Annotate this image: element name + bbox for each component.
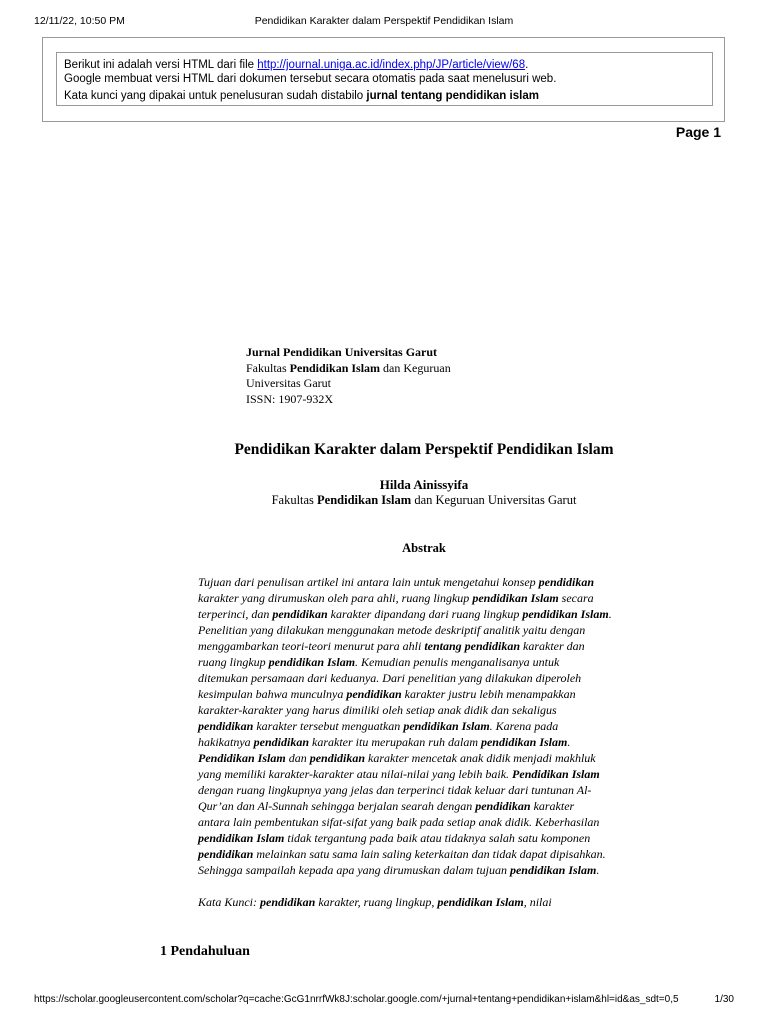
journal-name: Jurnal Pendidikan Universitas Garut (246, 345, 438, 359)
abstract-line (198, 622, 638, 638)
abstract-text: . (596, 863, 600, 877)
print-header (34, 15, 734, 29)
highlighted-term: pendidikan Islam (403, 719, 490, 733)
abstract-line (198, 862, 638, 878)
abstract-text: Tujuan dari penulisan artikel ini antara lain untuk mengetahui konsep (198, 575, 539, 589)
abstract-text: . Karena pada (489, 719, 559, 733)
highlighted-term: pendidikan Islam (509, 863, 597, 877)
notice-line-1 (64, 59, 712, 73)
highlighted-term: pendidikan (346, 687, 402, 701)
article-affiliation: Fakultas Pendidikan Islam dan Keguruan Universitas Garut (271, 493, 577, 507)
abstract-line (198, 718, 638, 734)
abstract-line (198, 750, 638, 766)
print-footer (34, 994, 734, 1008)
article-author: Hilda Ainissyifa (379, 477, 469, 492)
abstract-line (198, 766, 638, 782)
print-url: https://scholar.googleusercontent.com/scholar?q=cache:GcG1nrrfWk8J:scholar.google.com/+jurnal+tentang+pendidikan+islam&hl=id&as_sdt=0,5 (34, 994, 679, 1005)
abstract-text: antara lain pembentukan sifat-sifat yang baik pada setiap anak didik. Keberhasilan (198, 815, 600, 829)
notice-text: Berikut ini adalah versi HTML dari file (64, 59, 258, 71)
abstract-text: dengan ruang lingkupnya yang jelas dan terperinci tidak keluar dari tuntunan Al- (198, 783, 592, 797)
abstract-text: karakter justru lebih menampakkan (401, 687, 576, 701)
abstract-text: karakter tersebut menguatkan (253, 719, 404, 733)
article-title: Pendidikan Karakter dalam Perspektif Pendidikan Islam (234, 441, 614, 458)
highlighted-term: pendidikan (272, 607, 328, 621)
highlighted-term: pendidikan Islam (480, 735, 568, 749)
abstract-body (198, 574, 638, 878)
abstract-text: terperinci, dan (198, 607, 273, 621)
highlighted-term: Pendidikan Islam (512, 767, 600, 781)
abstract-text: menggambarkan teori-teori menurut para ahli (198, 639, 425, 653)
abstract-text: hakikatnya (198, 735, 254, 749)
cache-notice-box (42, 37, 725, 122)
abstract-text: dan (285, 751, 310, 765)
highlighted-term: pendidikan Islam (472, 591, 559, 605)
abstract-line (198, 702, 638, 718)
section-heading: 1 Pendahuluan (160, 944, 250, 959)
highlighted-term: pendidikan (309, 751, 366, 765)
abstract-text: . Kemudian penulis menganalisanya untuk (355, 655, 560, 669)
highlighted-term: pendidikan Islam (437, 895, 524, 909)
abstract-line (198, 590, 638, 606)
print-page-count: 1/30 (714, 994, 734, 1005)
highlighted-term: pendidikan (253, 735, 309, 749)
abstract-text: tidak tergantung pada baik atau tidaknya salah satu komponen (284, 831, 591, 845)
abstract-text: Qur’an dan Al-Sunnah sehingga berjalan searah dengan (198, 799, 476, 813)
notice-text: Kata kunci yang dipakai untuk penelusuran sudah distabilo (64, 90, 367, 102)
highlighted-keywords: jurnal tentang pendidikan islam (366, 90, 539, 102)
abstract-text: ditemukan persamaan dari keduanya. Dari penelitian yang dilakukan diperoleh (198, 671, 582, 685)
print-datetime: 12/11/22, 10:50 PM (34, 15, 125, 27)
abstract-line (198, 638, 638, 654)
journal-faculty: Fakultas Pendidikan Islam dan Keguruan (246, 360, 451, 375)
notice-text: . (525, 59, 529, 71)
highlighted-term: pendidikan Islam (522, 607, 609, 621)
abstract-text: ruang lingkup (198, 655, 269, 669)
notice-line-2: Google membuat versi HTML dari dokumen tersebut secara otomatis pada saat menelusuri web. (64, 72, 557, 85)
highlighted-term: tentang pendidikan (424, 639, 520, 653)
source-link[interactable]: http://journal.uniga.ac.id/index.php/JP/article/view/68 (257, 59, 526, 71)
abstract-line (198, 686, 638, 702)
journal-university: Universitas Garut (246, 376, 331, 390)
abstract-line (198, 670, 638, 686)
abstract-text: karakter (530, 799, 575, 813)
abstract-text: karakter dipandang dari ruang lingkup (327, 607, 523, 621)
abstract-text: melainkan satu sama lain saling keterkaitan dan tidak dapat dipisahkan. (253, 847, 606, 861)
abstract-line (198, 798, 638, 814)
abstract-text: yang memiliki karakter-karakter atau nilai-nilai yang lebih baik. (198, 767, 513, 781)
abstract-line (198, 814, 638, 830)
abstract-text: Sehingga sampailah kepada apa yang dirumuskan dalam tujuan (198, 863, 510, 877)
highlighted-term: pendidikan Islam (268, 655, 356, 669)
abstract-line (198, 734, 638, 750)
abstract-line (198, 574, 638, 590)
highlighted-term: Pendidikan Islam (198, 751, 286, 765)
keywords-line (198, 895, 552, 910)
abstract-text: Penelitian yang dilakukan menggunakan metode deskriptif analitik yaitu dengan (198, 623, 586, 637)
abstract-text: Kata Kunci: (198, 895, 260, 909)
abstract-text: kesimpulan bahwa munculnya (198, 687, 347, 701)
cache-notice (56, 52, 713, 106)
abstract-line (198, 846, 638, 862)
abstract-text: karakter dan (520, 639, 585, 653)
abstract-line (198, 782, 638, 798)
highlighted-term: pendidikan Islam (198, 831, 285, 845)
abstract-text: karakter itu merupakan ruh dalam (309, 735, 481, 749)
highlighted-term: pendidikan (260, 895, 316, 909)
highlighted-term: pendidikan (538, 575, 594, 589)
highlighted-term: pendidikan (198, 847, 254, 861)
journal-issn: ISSN: 1907-932X (246, 391, 334, 406)
abstract-line (198, 654, 638, 670)
highlighted-term: pendidikan (475, 799, 531, 813)
abstract-text: karakter yang dirumuskan oleh para ahli, ruang lingkup (198, 591, 473, 605)
abstract-text: , nilai (523, 895, 552, 909)
notice-line-3 (64, 90, 712, 104)
journal-info (246, 345, 451, 407)
abstract-heading: Abstrak (402, 541, 446, 555)
print-page-title: Pendidikan Karakter dalam Perspektif Pendidikan Islam (254, 15, 514, 27)
abstract-text: karakter, ruang lingkup, (315, 895, 438, 909)
abstract-text: karakter-karakter yang harus dimiliki oleh setiap anak didik dan sekaligus (198, 703, 557, 717)
page-label: Page 1 (675, 124, 721, 140)
abstract-text: . (567, 735, 571, 749)
abstract-text: karakter mencetak anak didik menjadi makhluk (365, 751, 596, 765)
abstract-line (198, 606, 638, 622)
abstract-text: secara (558, 591, 594, 605)
abstract-text: . (608, 607, 612, 621)
abstract-line (198, 830, 638, 846)
highlighted-term: pendidikan (198, 719, 254, 733)
